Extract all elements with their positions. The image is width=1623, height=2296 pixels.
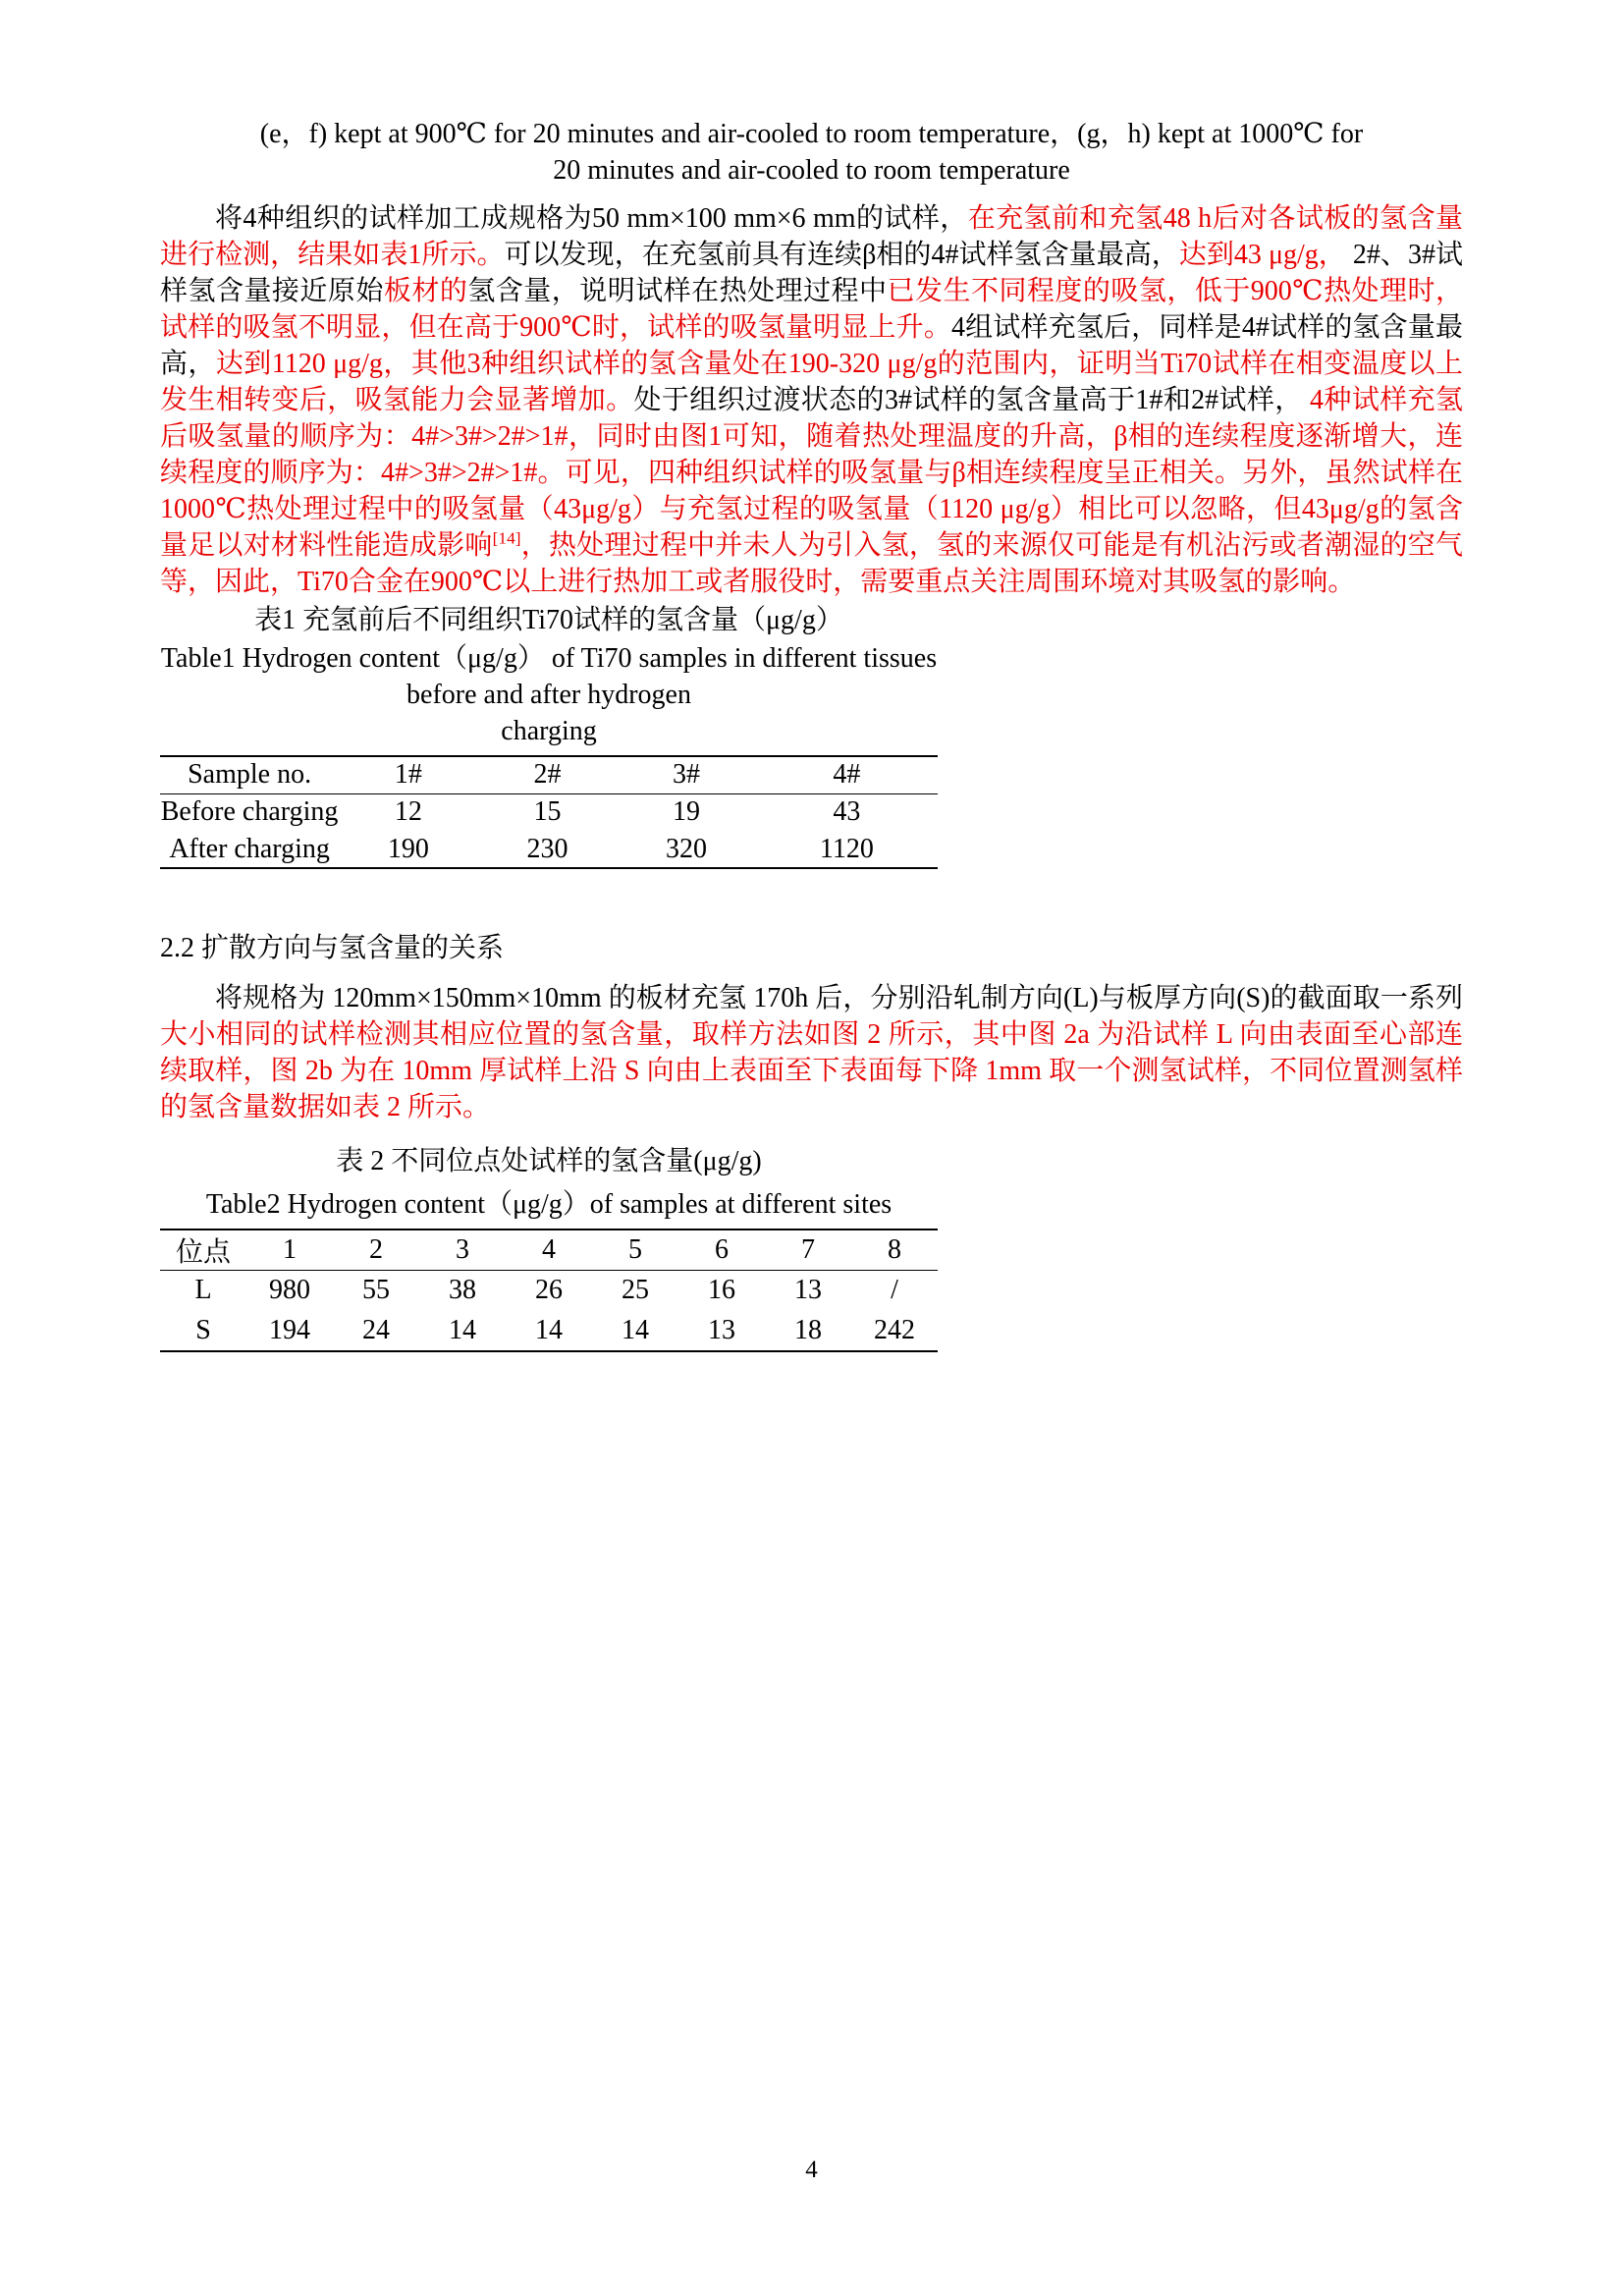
table2-caption-en: Table2 Hydrogen content（μg/g）of samples at different sites [205,1189,893,1220]
text-run-black: 氢含量，说明试样在热处理过程中 [467,276,888,306]
figure-caption [160,116,1463,189]
table-row [160,831,938,868]
table-header-cell: 4# [833,759,861,791]
text-run-red: 大小相同的试样检测其相应位置的氢含量，取样方法如图 2 所示，其中图 2a 为沿试样 L 向由表面至心部连续取样，图 2b 为在 10mm 厚试样上沿 S 向由上表面至下表面每下降 1mm 取一个测氢试样，不同位置测氢样的氢含量数据如表 2 所示。 [160,1019,1463,1122]
table1-caption-zh: 表1 充氢前后不同组织Ti70试样的氢含量（μg/g） [254,605,843,635]
table-cell: 18 [794,1314,822,1345]
table-cell: 14 [622,1314,649,1345]
table-row [160,793,938,831]
table1-caption-en-line2: charging [501,716,597,746]
table-cell: 190 [387,833,429,864]
text-run-red: 4种试样充氢后吸氢量的顺序为：4#>3#>2#>1#，同时由图1可知，随着热处理温度的升高，β相的连续程度逐渐增大，连续程度的顺序为：4#>3#>2#>1#。可见，四种组织试样的吸氢量与β相连续程度呈正相关。另外，虽然试样在1000℃热处理过程中的吸氢量（43μg/g）与充氢过程的吸氢量（1120 μg/g）相比可以忽略，但43μg/g的氢含量足以对材料性能造成影响 [160,385,1463,561]
table-header-cell: 8 [888,1234,901,1265]
text-run-red: 达到1120 μg/g，其他3种组织试样的氢含量处在190-320 μg/g的范围内，证明当Ti70试样在相变温度以上发生相转变后，吸氢能力会显著增加。 [160,349,1463,415]
table-cell: 26 [535,1275,563,1306]
table-row [160,1311,938,1351]
text-run-red: 在充氢前和充氢48 h后对各试板的氢含量进行检测，结果如表1所示。 [160,203,1463,270]
table-cell: Before charging [160,796,339,828]
table-header-cell: 4 [542,1234,556,1265]
table-cell: 242 [874,1314,915,1345]
table-header-cell: 3 [456,1234,469,1265]
table-cell: L [194,1275,212,1306]
text-run-black: 处于组织过渡状态的3#试样的氢含量高于1#和2#试样， [633,385,1303,415]
table-cell: 43 [833,796,861,828]
text-run-red: 已发生不同程度的吸氢，低于900℃热处理时，试样的吸氢不明显，但在高于900℃时，试样的吸氢量明显上升。 [160,276,1463,343]
table-header-cell: 3# [672,759,700,791]
table-cell: 230 [526,833,568,864]
table-cell: 19 [672,796,700,828]
table-cell: 55 [362,1275,390,1306]
table-cell: S [195,1314,211,1345]
table-cell: 13 [708,1314,735,1345]
table-cell: 16 [708,1275,735,1306]
table-cell: 38 [449,1275,476,1306]
text-run-black: 4组试样充氢后，同样是4#试样的氢含量最高， [160,312,1463,379]
table2-site-hydrogen-content [160,1229,938,1352]
table-cell: 320 [665,833,707,864]
table-row [160,1271,938,1311]
table-header-cell: 位点 [175,1237,231,1268]
table-cell: 194 [269,1314,310,1345]
table-header-cell: Sample no. [188,759,312,791]
table-cell: 1120 [819,833,874,864]
text-run-red: ，热处理过程中并未人为引入氢，氢的来源仅可能是有机沾污或者潮湿的空气等，因此，Ti70合金在900℃以上进行热加工或者服役时，需要重点关注周围环境对其吸氢的影响。 [160,530,1463,597]
table2-block [160,1143,938,1352]
table-cell: 13 [794,1275,822,1306]
table-cell: 14 [449,1314,476,1345]
table2-caption-zh: 表 2 不同位点处试样的氢含量(μg/g) [336,1146,762,1176]
figure-caption-line-2: 20 minutes and air-cooled to room temperature [553,155,1070,186]
table-cell: 12 [394,796,422,828]
text-run-red: 达到43 μg/g， [1178,240,1346,270]
text-run-black: 可以发现，在充氢前具有连续β相的4#试样氢含量最高， [504,240,1179,270]
table-header-cell: 1 [283,1234,297,1265]
table1-block [160,602,938,869]
table1-caption-en-line1: Table1 Hydrogen content（μg/g） of Ti70 samples in different tissues before and after hydrogen [160,643,938,710]
table-header-row [160,756,938,793]
text-run-red: [14] [492,528,521,548]
table1-caption-en [160,640,938,749]
text-run-black: 2#、3#试样氢含量接近原始 [160,240,1463,306]
page-number: 4 [805,2157,818,2183]
table-cell: 24 [362,1314,390,1345]
table-header-cell: 2# [533,759,562,791]
table-cell: / [891,1275,898,1306]
figure-caption-line-1: (e，f) kept at 900℃ for 20 minutes and air-cooled to room temperature，(g，h) kept at 1000℃ for [259,119,1364,149]
paragraph-diffusion-direction [160,980,1463,1125]
table-cell: 14 [535,1314,563,1345]
table-header-cell: 2 [369,1234,383,1265]
table-header-row [160,1230,938,1271]
section-heading-2-2: 2.2 扩散方向与氢含量的关系 [160,933,505,963]
table-cell: 25 [622,1275,649,1306]
table-cell: 980 [269,1275,310,1306]
table1-hydrogen-content [160,755,938,869]
table-header-cell: 1# [394,759,422,791]
table-cell: After charging [169,833,330,864]
table-header-cell: 7 [801,1234,815,1265]
table-header-cell: 5 [628,1234,642,1265]
table-header-cell: 6 [715,1234,729,1265]
text-run-black: 将规格为 120mm×150mm×10mm 的板材充氢 170h 后，分别沿轧制方向(L)与板厚方向(S)的截面取一系列 [215,983,1463,1013]
text-run-red: 板材的 [383,276,468,306]
text-run-black: 将4种组织的试样加工成规格为50 mm×100 mm×6 mm的试样， [215,203,968,234]
table-cell: 15 [533,796,562,828]
paragraph-hydrogen-content-analysis [160,200,1463,600]
